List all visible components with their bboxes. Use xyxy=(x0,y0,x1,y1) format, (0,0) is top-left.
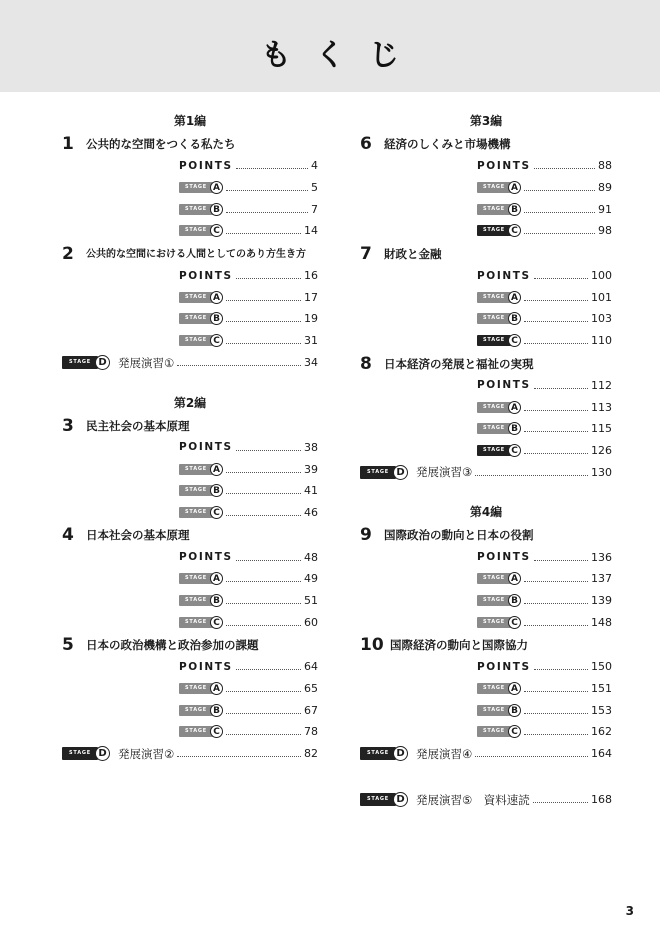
stage-c-badge xyxy=(477,616,521,629)
chapter-heading[interactable] xyxy=(62,633,318,656)
chapter-heading[interactable] xyxy=(360,352,612,375)
stage-c-badge xyxy=(179,224,223,237)
stage-letter: B xyxy=(508,704,521,717)
stage-letter: A xyxy=(210,463,223,476)
page-ref: 82 xyxy=(304,747,318,761)
chapter-number: 7 xyxy=(360,243,372,264)
dot-leader xyxy=(226,734,301,735)
stage-letter: B xyxy=(508,422,521,435)
points-label: POINTS xyxy=(179,660,233,673)
stage-tag: STAGE xyxy=(179,617,213,628)
stage-letter: A xyxy=(210,291,223,304)
stage-letter: A xyxy=(508,181,521,194)
chapter-heading[interactable] xyxy=(62,132,318,155)
stage-tag: STAGE xyxy=(477,335,511,346)
toc-entry-stage-c[interactable] xyxy=(179,502,318,524)
chapter-heading[interactable] xyxy=(62,242,318,265)
toc-entry-stage-c[interactable] xyxy=(477,330,612,352)
stage-tag: STAGE xyxy=(179,683,213,694)
toc-entry-stage-b[interactable] xyxy=(179,480,318,502)
chapter-title: 経済のしくみと市場機構 xyxy=(384,137,511,151)
toc-entry-stage-c[interactable] xyxy=(477,220,612,242)
stage-letter: A xyxy=(508,572,521,585)
stage-tag: STAGE xyxy=(477,683,511,694)
page-ref: 148 xyxy=(591,615,612,629)
exercise-label: 発展演習⑤ 資料速読 xyxy=(416,792,530,807)
page-ref: 136 xyxy=(591,550,612,564)
dot-leader xyxy=(475,475,588,476)
stage-b-badge xyxy=(179,484,223,497)
stage-tag: STAGE xyxy=(477,182,511,193)
toc-entry-stage-b[interactable] xyxy=(477,198,612,220)
dot-leader xyxy=(236,450,301,451)
points-label: POINTS xyxy=(477,551,531,564)
stage-b-badge xyxy=(179,704,223,717)
chapter-number: 4 xyxy=(62,525,74,546)
stage-tag: STAGE xyxy=(477,617,511,628)
stage-tag: STAGE xyxy=(179,292,213,303)
dot-leader xyxy=(524,212,595,213)
points-label: POINTS xyxy=(477,660,531,673)
toc-entry-stage-c[interactable] xyxy=(179,220,318,242)
toc-entry-stage-c[interactable] xyxy=(477,440,612,462)
stage-c-badge xyxy=(179,334,223,347)
stage-tag: STAGE xyxy=(179,726,213,737)
stage-b-badge xyxy=(179,594,223,607)
dot-leader xyxy=(226,233,301,234)
page-ref: 113 xyxy=(591,400,612,414)
page-ref: 137 xyxy=(591,572,612,586)
stage-letter: D xyxy=(393,792,408,807)
stage-b-badge xyxy=(179,203,223,216)
page-ref: 151 xyxy=(591,682,612,696)
toc-entry-points[interactable] xyxy=(477,546,612,568)
stage-tag: STAGE xyxy=(477,204,511,215)
chapter-title: 国際経済の動向と国際協力 xyxy=(390,638,528,652)
toc-entry-points[interactable] xyxy=(477,656,612,678)
page-ref: 17 xyxy=(304,290,318,304)
page-ref: 89 xyxy=(598,181,612,195)
stage-b-badge xyxy=(477,704,521,717)
stage-d-badge xyxy=(360,792,408,807)
page-ref: 91 xyxy=(598,202,612,216)
dot-leader xyxy=(533,802,588,803)
page-ref: 162 xyxy=(591,725,612,739)
stage-letter: B xyxy=(210,203,223,216)
stage-letter: C xyxy=(210,725,223,738)
stage-tag: STAGE xyxy=(179,507,213,518)
chapter-number: 5 xyxy=(62,635,74,655)
dot-leader xyxy=(236,669,301,670)
chapter-title: 公共的な空間をつくる私たち xyxy=(86,137,236,151)
page-ref: 103 xyxy=(591,312,612,326)
chapter-heading[interactable] xyxy=(360,633,612,656)
stage-a-badge xyxy=(179,181,223,194)
stage-tag: STAGE xyxy=(477,225,511,236)
toc-entry-stage-c[interactable] xyxy=(179,721,318,743)
stage-a-badge xyxy=(477,401,521,414)
dot-leader xyxy=(534,388,588,389)
toc-entry-stage-b[interactable] xyxy=(477,308,612,330)
page-ref: 5 xyxy=(311,181,318,195)
dot-leader xyxy=(534,560,588,561)
dot-leader xyxy=(534,669,588,670)
page-number: 3 xyxy=(625,904,634,918)
toc-entry-stage-b[interactable] xyxy=(179,699,318,721)
stage-letter: B xyxy=(210,594,223,607)
stage-letter: C xyxy=(508,444,521,457)
page-ref: 78 xyxy=(304,725,318,739)
toc-entry-points[interactable] xyxy=(179,155,318,177)
dot-leader xyxy=(226,581,301,582)
dot-leader xyxy=(524,581,588,582)
chapter-heading[interactable] xyxy=(62,414,318,437)
part-label: 第4編 xyxy=(469,505,503,520)
stage-c-badge xyxy=(477,224,521,237)
stage-tag: STAGE xyxy=(360,793,396,806)
exercise-label: 発展演習③ xyxy=(416,465,473,480)
page-ref: 65 xyxy=(304,682,318,696)
page-ref: 14 xyxy=(304,224,318,238)
stage-letter: A xyxy=(508,682,521,695)
stage-d-badge xyxy=(360,746,408,761)
toc-entry-points[interactable] xyxy=(477,375,612,397)
page-ref: 88 xyxy=(598,159,612,173)
part-label: 第1編 xyxy=(173,114,207,128)
stage-letter: C xyxy=(508,334,521,347)
stage-d-badge xyxy=(62,355,110,370)
page-ref: 153 xyxy=(591,703,612,717)
toc-right-column xyxy=(360,110,612,811)
stage-c-badge xyxy=(179,616,223,629)
points-label: POINTS xyxy=(179,159,233,172)
part-label: 第3編 xyxy=(469,114,503,128)
chapter-heading[interactable] xyxy=(62,523,318,546)
dot-leader xyxy=(534,168,595,169)
stage-letter: D xyxy=(95,746,110,761)
stage-c-badge xyxy=(179,725,223,738)
stage-c-badge xyxy=(477,725,521,738)
dot-leader xyxy=(524,190,595,191)
dot-leader xyxy=(524,713,588,714)
exercise-label: 発展演習② xyxy=(118,746,175,761)
stage-tag: STAGE xyxy=(179,485,213,496)
stage-a-badge xyxy=(477,682,521,695)
stage-letter: A xyxy=(210,181,223,194)
stage-tag: STAGE xyxy=(477,573,511,584)
dot-leader xyxy=(236,278,301,279)
dot-leader xyxy=(524,233,595,234)
dot-leader xyxy=(226,343,301,344)
chapter-title: 日本の政治機構と政治参加の課題 xyxy=(86,638,259,652)
stage-letter: A xyxy=(210,572,223,585)
page-header xyxy=(0,0,660,92)
stage-tag: STAGE xyxy=(477,705,511,716)
toc-entry-stage-c[interactable] xyxy=(179,611,318,633)
toc-entry-stage-c[interactable] xyxy=(477,721,612,743)
toc-entry-points[interactable] xyxy=(179,265,318,287)
chapter-title: 民主社会の基本原理 xyxy=(86,418,190,433)
stage-a-badge xyxy=(179,291,223,304)
stage-tag: STAGE xyxy=(477,423,511,434)
dot-leader xyxy=(524,431,588,432)
toc-entry-stage-a[interactable] xyxy=(477,396,612,418)
page-ref: 39 xyxy=(304,462,318,476)
page-ref: 168 xyxy=(591,793,612,807)
page-ref: 164 xyxy=(591,747,612,761)
chapter-title: 国際政治の動向と日本の役割 xyxy=(384,528,534,543)
dot-leader xyxy=(226,625,301,626)
stage-letter: C xyxy=(210,506,223,519)
exercise-label: 発展演習① xyxy=(118,355,175,370)
stage-letter: A xyxy=(210,682,223,695)
stage-letter: B xyxy=(508,203,521,216)
stage-tag: STAGE xyxy=(179,313,213,324)
stage-a-badge xyxy=(477,291,521,304)
toc-entry-stage-a[interactable] xyxy=(477,678,612,700)
toc-entry-stage-a[interactable] xyxy=(179,568,318,590)
stage-b-badge xyxy=(477,594,521,607)
chapter-number: 10 xyxy=(360,635,384,655)
page-ref: 67 xyxy=(304,703,318,717)
page-ref: 110 xyxy=(591,334,612,348)
dot-leader xyxy=(226,321,301,322)
page-ref: 19 xyxy=(304,312,318,326)
stage-tag: STAGE xyxy=(179,225,213,236)
toc-entry-stage-a[interactable] xyxy=(179,177,318,199)
stage-tag: STAGE xyxy=(477,402,511,413)
stage-tag: STAGE xyxy=(477,726,511,737)
toc-entry-stage-b[interactable] xyxy=(179,198,318,220)
chapter-number: 2 xyxy=(62,243,74,264)
dot-leader xyxy=(177,756,301,757)
chapter-number: 3 xyxy=(62,415,74,436)
stage-tag: STAGE xyxy=(179,464,213,475)
stage-tag: STAGE xyxy=(477,445,511,456)
stage-d-badge xyxy=(62,746,110,761)
toc-entry-exercise[interactable] xyxy=(360,461,612,483)
stage-tag: STAGE xyxy=(179,335,213,346)
stage-a-badge xyxy=(179,572,223,585)
dot-leader xyxy=(524,603,588,604)
stage-b-badge xyxy=(477,312,521,325)
points-label: POINTS xyxy=(179,269,233,282)
toc-entry-stage-b[interactable] xyxy=(477,418,612,440)
chapter-number: 6 xyxy=(360,134,372,154)
dot-leader xyxy=(226,691,301,692)
page-ref: 31 xyxy=(304,334,318,348)
page-ref: 150 xyxy=(591,660,612,674)
points-label: POINTS xyxy=(477,379,531,392)
page-ref: 51 xyxy=(304,593,318,607)
page-ref: 100 xyxy=(591,269,612,283)
stage-b-badge xyxy=(477,203,521,216)
dot-leader xyxy=(226,603,301,604)
toc-entry-stage-a[interactable] xyxy=(477,568,612,590)
toc-entry-stage-a[interactable] xyxy=(179,678,318,700)
stage-tag: STAGE xyxy=(179,705,213,716)
page-ref: 139 xyxy=(591,593,612,607)
stage-tag: STAGE xyxy=(477,595,511,606)
page-ref: 48 xyxy=(304,550,318,564)
page-ref: 49 xyxy=(304,572,318,586)
dot-leader xyxy=(226,190,308,191)
stage-c-badge xyxy=(477,334,521,347)
dot-leader xyxy=(226,713,301,714)
toc-entry-final-exercise[interactable] xyxy=(360,789,612,811)
stage-a-badge xyxy=(179,463,223,476)
toc-entry-exercise[interactable] xyxy=(62,352,318,374)
toc-entry-stage-a[interactable] xyxy=(477,286,612,308)
part-label: 第2編 xyxy=(173,395,207,410)
stage-letter: C xyxy=(210,224,223,237)
dot-leader xyxy=(226,515,301,516)
stage-letter: B xyxy=(508,594,521,607)
page-ref: 98 xyxy=(598,224,612,238)
dot-leader xyxy=(524,321,588,322)
stage-letter: B xyxy=(210,484,223,497)
chapter-number: 1 xyxy=(62,134,74,154)
stage-letter: B xyxy=(210,312,223,325)
chapter-number: 9 xyxy=(360,525,372,546)
dot-leader xyxy=(524,453,588,454)
chapter-title: 日本社会の基本原理 xyxy=(86,528,190,543)
page-ref: 115 xyxy=(591,422,612,436)
page-ref: 60 xyxy=(304,615,318,629)
toc-entry-points[interactable] xyxy=(477,265,612,287)
toc-entry-exercise[interactable] xyxy=(62,743,318,765)
toc-entry-stage-a[interactable] xyxy=(179,286,318,308)
stage-letter: A xyxy=(508,291,521,304)
toc-entry-points[interactable] xyxy=(179,656,318,678)
dot-leader xyxy=(524,625,588,626)
dot-leader xyxy=(177,365,301,366)
chapter-title: 日本経済の発展と福祉の実現 xyxy=(384,356,534,371)
toc-entry-points[interactable] xyxy=(179,437,318,459)
stage-tag: STAGE xyxy=(179,573,213,584)
chapter-title: 財政と金融 xyxy=(384,246,442,261)
dot-leader xyxy=(226,472,301,473)
toc-entry-points[interactable] xyxy=(179,546,318,568)
page-ref: 130 xyxy=(591,465,612,479)
page-ref: 46 xyxy=(304,505,318,519)
chapter-heading[interactable] xyxy=(360,132,612,155)
page-ref: 101 xyxy=(591,290,612,304)
stage-letter: C xyxy=(210,334,223,347)
toc-entry-stage-b[interactable] xyxy=(477,699,612,721)
toc-entry-stage-c[interactable] xyxy=(179,330,318,352)
points-label: POINTS xyxy=(477,159,531,172)
stage-letter: C xyxy=(508,224,521,237)
stage-a-badge xyxy=(477,572,521,585)
points-label: POINTS xyxy=(179,551,233,564)
stage-a-badge xyxy=(477,181,521,194)
stage-tag: STAGE xyxy=(360,747,396,760)
stage-letter: C xyxy=(210,616,223,629)
stage-d-badge xyxy=(360,465,408,480)
dot-leader xyxy=(524,691,588,692)
page-ref: 4 xyxy=(311,159,318,173)
dot-leader xyxy=(534,278,588,279)
toc-entry-exercise[interactable] xyxy=(360,743,612,765)
dot-leader xyxy=(226,300,301,301)
stage-letter: D xyxy=(393,465,408,480)
page-ref: 16 xyxy=(304,269,318,283)
exercise-label: 発展演習④ xyxy=(416,746,473,761)
stage-tag: STAGE xyxy=(62,356,98,369)
stage-tag: STAGE xyxy=(360,466,396,479)
stage-tag: STAGE xyxy=(179,182,213,193)
stage-b-badge xyxy=(477,422,521,435)
stage-letter: C xyxy=(508,616,521,629)
page-ref: 7 xyxy=(311,202,318,216)
toc-entry-stage-a[interactable] xyxy=(477,177,612,199)
toc-entry-stage-b[interactable] xyxy=(179,308,318,330)
page-ref: 34 xyxy=(304,356,318,369)
toc-entry-stage-b[interactable] xyxy=(477,590,612,612)
stage-tag: STAGE xyxy=(179,204,213,215)
dot-leader xyxy=(524,734,588,735)
page-ref: 126 xyxy=(591,443,612,457)
dot-leader xyxy=(524,343,588,344)
chapter-number: 8 xyxy=(360,353,372,374)
stage-c-badge xyxy=(179,506,223,519)
stage-letter: B xyxy=(508,312,521,325)
stage-c-badge xyxy=(477,444,521,457)
page-title: もくじ xyxy=(261,38,423,73)
page-ref: 38 xyxy=(304,440,318,454)
points-label: POINTS xyxy=(179,441,233,454)
page-ref: 41 xyxy=(304,484,318,498)
stage-letter: D xyxy=(393,746,408,761)
toc-entry-stage-a[interactable] xyxy=(179,458,318,480)
dot-leader xyxy=(236,168,308,169)
toc-entry-stage-b[interactable] xyxy=(179,590,318,612)
dot-leader xyxy=(226,493,301,494)
stage-tag: STAGE xyxy=(477,292,511,303)
stage-a-badge xyxy=(179,682,223,695)
dot-leader xyxy=(236,560,301,561)
points-label: POINTS xyxy=(477,269,531,282)
stage-tag: STAGE xyxy=(477,313,511,324)
page-ref: 64 xyxy=(304,660,318,674)
dot-leader xyxy=(524,300,588,301)
page-ref: 112 xyxy=(591,378,612,392)
stage-letter: B xyxy=(210,704,223,717)
toc-left-column xyxy=(62,110,318,765)
toc-entry-stage-c[interactable] xyxy=(477,611,612,633)
stage-letter: C xyxy=(508,725,521,738)
stage-b-badge xyxy=(179,312,223,325)
chapter-title: 公共的な空間における人間としてのあり方生き方 xyxy=(86,248,306,260)
stage-letter: A xyxy=(508,401,521,414)
chapter-heading[interactable] xyxy=(360,242,612,265)
dot-leader xyxy=(475,756,588,757)
chapter-heading[interactable] xyxy=(360,523,612,546)
stage-letter: D xyxy=(95,355,110,370)
dot-leader xyxy=(524,410,588,411)
toc-entry-points[interactable] xyxy=(477,155,612,177)
dot-leader xyxy=(226,212,308,213)
stage-tag: STAGE xyxy=(179,595,213,606)
stage-tag: STAGE xyxy=(62,747,98,760)
